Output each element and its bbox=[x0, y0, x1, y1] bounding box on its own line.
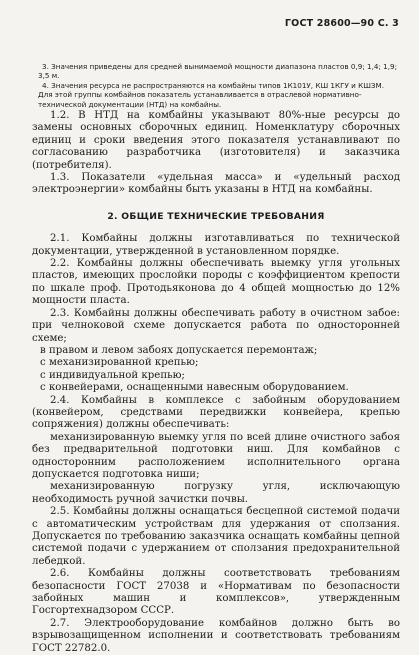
document-body bbox=[32, 110, 400, 655]
section-title: 2. ОБЩИЕ ТЕХНИЧЕСКИЕ ТРЕБОВАНИЯ bbox=[107, 210, 325, 222]
footnotes bbox=[38, 62, 398, 109]
list-item: в правом и левом забоях допускается перемонтаж; bbox=[40, 344, 318, 356]
paragraph-2-3: 2.3. Комбайны должны обеспечивать работу в очистном забое: при челноковой схеме допускается работа по односторонней схеме; bbox=[32, 307, 400, 344]
paragraph-1-2: 1.2. В НТД на комбайны указывают 80%-ные ресурсы до замены основных сборочных единиц. Номенклатуру сборочных единиц и сроки введения этого показателя устанавливают по согласованию разработчика (изготовителя) и заказчика (потребителя). bbox=[32, 110, 400, 171]
paragraph-2-1: 2.1. Комбайны должны изготавливаться по технической документации, утвержденной в установленном порядке. bbox=[32, 233, 400, 257]
list-item: с конвейерами, оснащенными навесным оборудованием. bbox=[40, 382, 349, 394]
page-header: ГОСТ 28600—90 С. 3 bbox=[284, 18, 399, 29]
paragraph-2-4-b: механизированную погрузку угля, исключающую необходимость ручной зачистки почвы. bbox=[32, 481, 400, 505]
paragraph-2-7: 2.7. Электрооборудование комбайнов должно быть во взрывозащищенном исполнении и соответствовать требованиям ГОСТ 22782.0. bbox=[32, 617, 400, 654]
paragraph-2-5: 2.5. Комбайны должны оснащаться бесцепной системой подачи с автоматическим устройствам для удержания от сползания. Допускается по требованию заказчика оснащать комбайны цепной системой подачи с удержанием от сползания предохранительной лебедкой. bbox=[32, 506, 400, 567]
note-3: 3. Значения приведены для средней вынимаемой мощности диапазона пластов 0,9; 1,4; 1,9; 3,5 м. bbox=[38, 62, 398, 81]
list-item: с механизированной крепью; bbox=[40, 357, 199, 369]
list-item: с индивидуальной крепью; bbox=[40, 369, 185, 381]
paragraph-2-4: 2.4. Комбайны в комплексе с забойным оборудованием (конвейером, средствами передвижки конвейера, крепью сопряжения) должны обеспечивать: bbox=[32, 394, 400, 431]
paragraph-1-3: 1.3. Показатели «удельная масса» и «удельный расход электроэнергии» комбайны быть указаны в НТД на комбайны. bbox=[32, 172, 400, 196]
paragraph-2-2: 2.2. Комбайны должны обеспечивать выемку угля угольных пластов, имеющих прослойки породы с коэффициентом крепости по шкале проф. Протодьяконова до 4 общей мощностью до 12% мощности пласта. bbox=[32, 258, 400, 307]
note-4: 4. Значения ресурса не распространяются на комбайны типов 1К101У, КШ 1КГУ и КШЗМ. Для этой группы комбайнов показатель устанавливается в отраслевой нормативно-технической документации (НТД) на комбайны. bbox=[38, 80, 384, 109]
paragraph-2-6: 2.6. Комбайны должны соответствовать требованиям безопасности ГОСТ 27038 и «Нормативам по безопасности забойных машин и комплексов», утвержденным Госгортехнадзором СССР. bbox=[32, 568, 400, 617]
paragraph-2-4-a: механизированную выемку угля по всей длине очистного забоя без предварительной подготовки ниш. Для комбайнов с односторонним расположением исполнительного органа допускается подготовка ниши; bbox=[32, 431, 400, 480]
